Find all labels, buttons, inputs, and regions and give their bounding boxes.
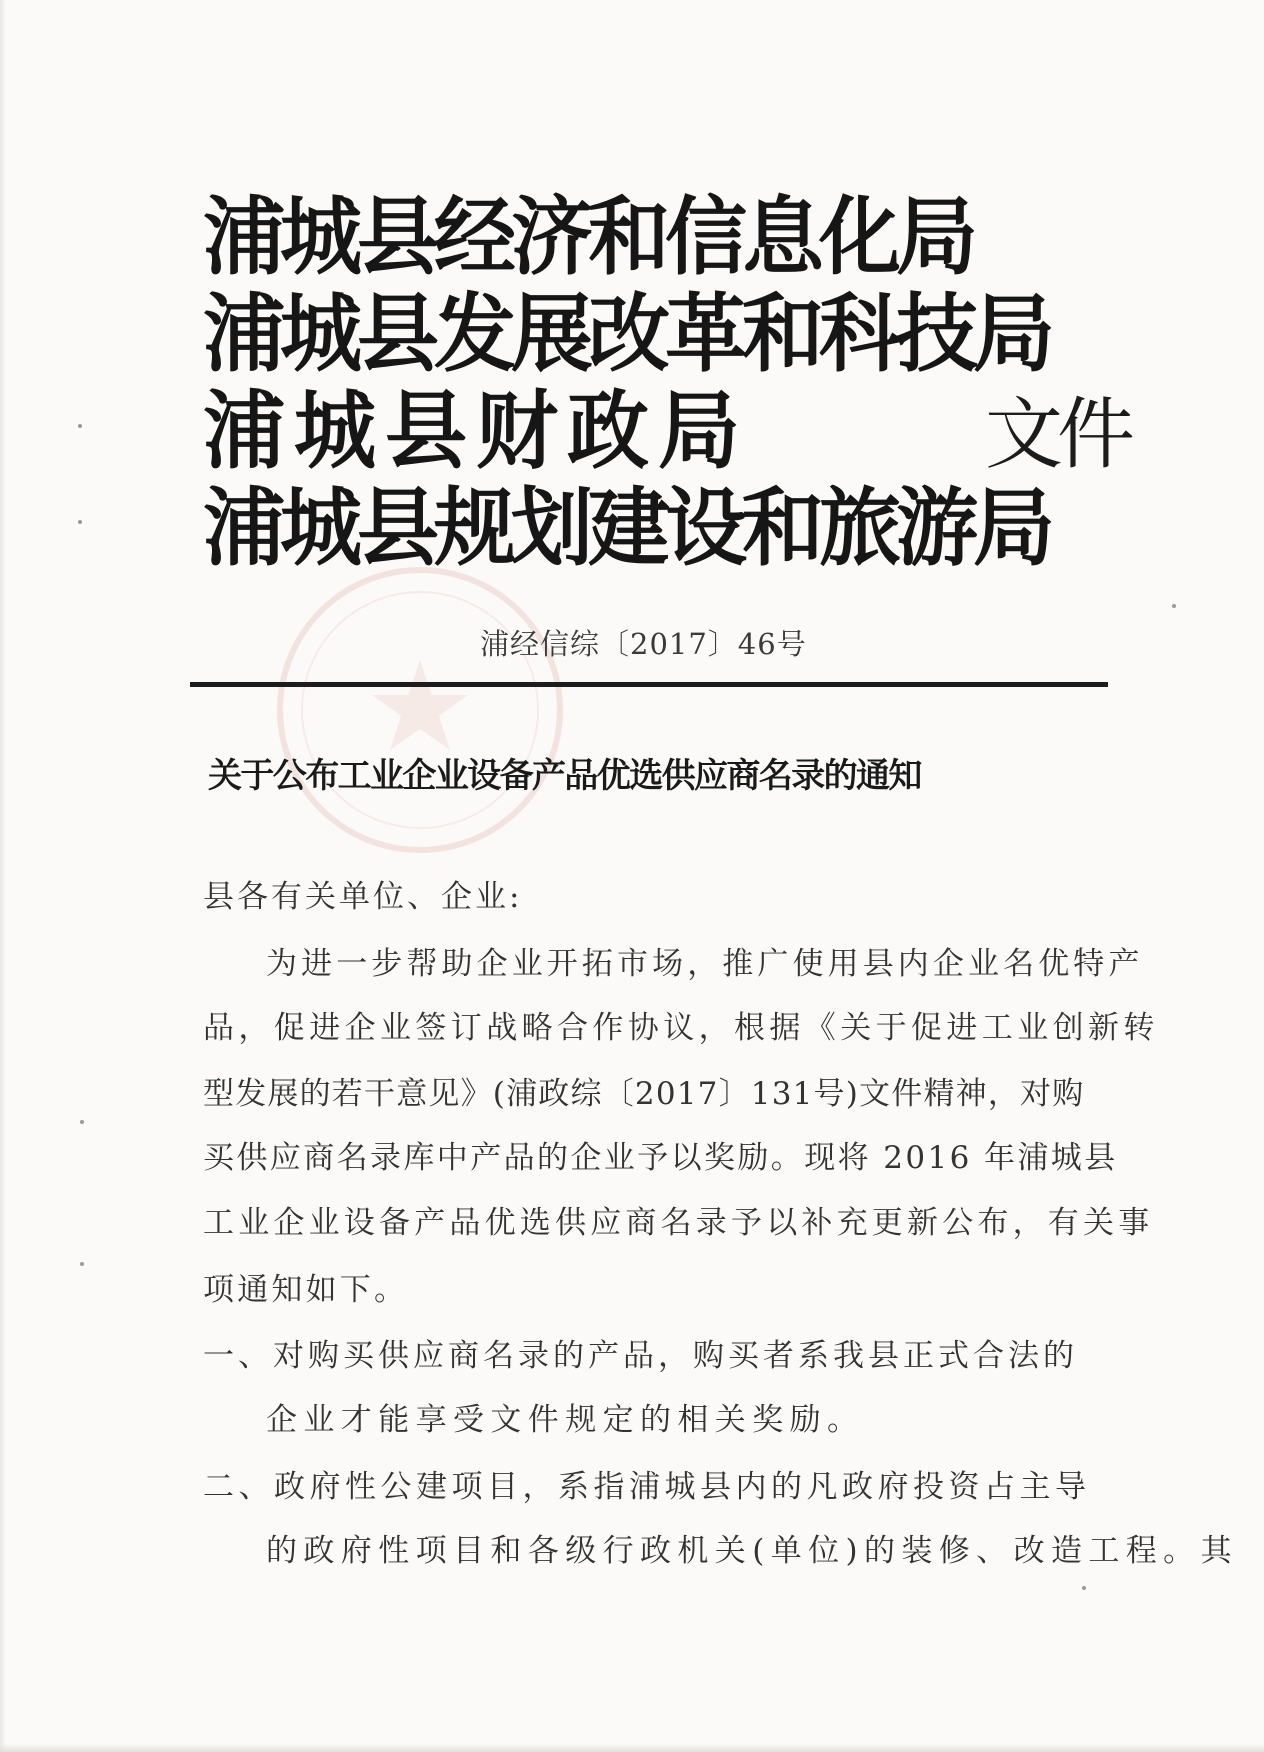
scan-speck xyxy=(78,424,82,428)
document-number: 浦经信综〔2017〕46号 xyxy=(480,627,807,661)
scan-speck xyxy=(80,1120,84,1124)
body-line: 工业企业设备产品优选供应商名录予以补充更新公布，有关事 xyxy=(203,1205,1154,1241)
body-line: 项通知如下。 xyxy=(203,1272,409,1308)
scan-bottom-edge xyxy=(0,1744,1264,1752)
body-line: 买供应商名录库中产品的企业予以奖励。现将 2016 年浦城县 xyxy=(203,1140,1118,1176)
body-line: 企业才能享受文件规定的相关奖励。 xyxy=(266,1402,865,1438)
body-line: 为进一步帮助企业开拓市场，推广使用县内企业名优特产 xyxy=(266,946,1144,982)
salutation: 县各有关单位、企业: xyxy=(203,879,523,915)
document-suffix: 文件 xyxy=(985,390,1130,480)
body-line: 型发展的若干意见》(浦政综〔2017〕131号)文件精神，对购 xyxy=(203,1076,1085,1112)
faded-seal-stamp xyxy=(270,560,570,860)
body-line: 一、对购买供应商名录的产品，购买者系我县正式合法的 xyxy=(203,1338,1078,1374)
body-line: 二、政府性公建项目，系指浦城县内的凡政府投资占主导 xyxy=(203,1469,1091,1505)
issuer-economy-bureau: 浦城县经济和信息化局 xyxy=(203,188,974,288)
issuer-finance-bureau: 浦城县财政局 xyxy=(203,382,750,482)
body-line: 品，促进企业签订战略合作协议，根据《关于促进工业创新转 xyxy=(203,1010,1159,1046)
scan-speck xyxy=(78,520,82,524)
notice-title: 关于公布工业企业设备产品优选供应商名录的通知 xyxy=(208,756,921,796)
scan-speck xyxy=(1172,604,1176,608)
scan-speck xyxy=(1082,1586,1086,1590)
scan-left-edge xyxy=(0,0,6,1752)
issuer-development-bureau: 浦城县发展改革和科技局 xyxy=(203,285,1051,385)
body-line: 的政府性项目和各级行政机关(单位)的装修、改造工程。其 xyxy=(266,1533,1238,1569)
header-divider xyxy=(190,682,1108,687)
scan-speck xyxy=(80,1262,84,1266)
issuer-planning-bureau: 浦城县规划建设和旅游局 xyxy=(203,479,1051,579)
